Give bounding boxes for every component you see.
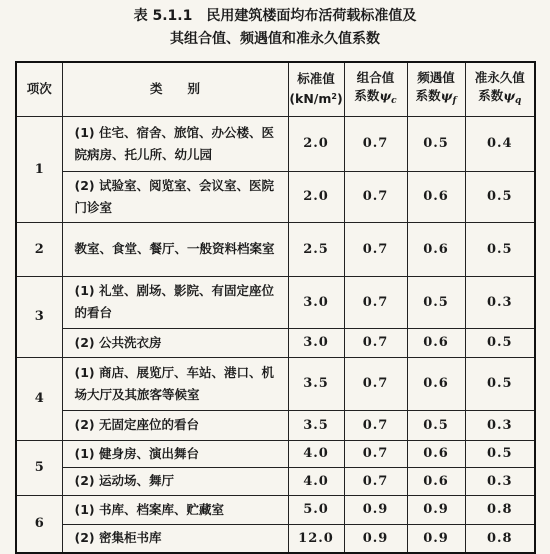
row-standard: 3.0 <box>288 328 344 357</box>
row-combination: 0.7 <box>344 328 407 357</box>
table-row <box>16 524 535 553</box>
header-standard: 标准值 $(kN/m^2)$ <box>288 62 344 116</box>
header-category: 类 别 <box>62 62 288 116</box>
row-quasi: 0.8 <box>465 524 535 553</box>
row-frequent: 0.6 <box>407 467 465 495</box>
table-title-line1 <box>0 6 550 27</box>
row-category: (1) 健身房、演出舞台 <box>62 440 288 467</box>
row-quasi: 0.3 <box>465 467 535 495</box>
row-category: (1) 礼堂、剧场、影院、有固定座位的看台 <box>62 276 288 328</box>
row-category: 教室、食堂、餐厅、一般资料档案室 <box>62 222 288 276</box>
row-category: (1) 商店、展览厅、车站、港口、机场大厅及其旅客等候室 <box>62 357 288 410</box>
table-row <box>16 467 535 495</box>
row-frequent: 0.9 <box>407 524 465 553</box>
table-row <box>16 116 535 171</box>
row-frequent: 0.6 <box>407 222 465 276</box>
row-category: (1) 住宅、宿舍、旅馆、办公楼、医院病房、托儿所、幼儿园 <box>62 116 288 171</box>
row-combination: 0.7 <box>344 171 407 222</box>
row-frequent: 0.9 <box>407 495 465 524</box>
row-category: (1) 书库、档案库、贮藏室 <box>62 495 288 524</box>
row-frequent: 0.5 <box>407 276 465 328</box>
row-standard: 5.0 <box>288 495 344 524</box>
table-row <box>16 328 535 357</box>
row-category: (2) 密集柜书库 <box>62 524 288 553</box>
row-index: 4 <box>16 357 62 440</box>
row-quasi: 0.5 <box>465 328 535 357</box>
header-quasi: 准永久值 系数$\psi_q$ <box>465 62 535 116</box>
row-combination: 0.7 <box>344 116 407 171</box>
row-standard: 4.0 <box>288 440 344 467</box>
header-row <box>16 62 535 116</box>
table-row <box>16 171 535 222</box>
row-category: (2) 运动场、舞厅 <box>62 467 288 495</box>
row-index: 5 <box>16 440 62 495</box>
row-standard: 2.0 <box>288 171 344 222</box>
row-frequent: 0.6 <box>407 357 465 410</box>
header-frequent: 频遇值 系数$\psi_f$ <box>407 62 465 116</box>
row-index: 1 <box>16 116 62 222</box>
row-index: 3 <box>16 276 62 357</box>
row-quasi: 0.5 <box>465 440 535 467</box>
row-index: 2 <box>16 222 62 276</box>
row-quasi: 0.8 <box>465 495 535 524</box>
row-quasi: 0.3 <box>465 410 535 440</box>
table-row <box>16 495 535 524</box>
row-combination: 0.7 <box>344 467 407 495</box>
table-title-line2: 其组合值、频遇值和准永久值系数 <box>170 31 380 47</box>
row-frequent: 0.6 <box>407 328 465 357</box>
row-standard: 3.0 <box>288 276 344 328</box>
row-combination: 0.9 <box>344 495 407 524</box>
row-combination: 0.9 <box>344 524 407 553</box>
row-combination: 0.7 <box>344 357 407 410</box>
row-combination: 0.7 <box>344 276 407 328</box>
row-standard: 4.0 <box>288 467 344 495</box>
row-quasi: 0.5 <box>465 222 535 276</box>
table-row <box>16 440 535 467</box>
row-combination: 0.7 <box>344 440 407 467</box>
row-category: (2) 试验室、阅览室、会议室、医院门诊室 <box>62 171 288 222</box>
row-combination: 0.7 <box>344 410 407 440</box>
row-combination: 0.7 <box>344 222 407 276</box>
table-row <box>16 222 535 276</box>
table-row <box>16 276 535 328</box>
row-category: (2) 无固定座位的看台 <box>62 410 288 440</box>
row-standard: 2.0 <box>288 116 344 171</box>
table-row <box>16 410 535 440</box>
row-standard: 12.0 <box>288 524 344 553</box>
row-category: (2) 公共洗衣房 <box>62 328 288 357</box>
row-frequent: 0.5 <box>407 410 465 440</box>
row-quasi: 0.5 <box>465 357 535 410</box>
row-standard: 2.5 <box>288 222 344 276</box>
row-standard: 3.5 <box>288 410 344 440</box>
row-quasi: 0.3 <box>465 276 535 328</box>
header-index: 项次 <box>16 62 62 116</box>
row-quasi: 0.5 <box>465 171 535 222</box>
row-frequent: 0.6 <box>407 440 465 467</box>
row-standard: 3.5 <box>288 357 344 410</box>
header-combination: 组合值 系数$\psi_c$ <box>344 62 407 116</box>
table-row <box>16 357 535 410</box>
load-table <box>15 61 536 554</box>
table-number: 表 5.1.1 <box>133 8 193 24</box>
row-frequent: 0.6 <box>407 171 465 222</box>
table-title-text: 民用建筑楼面均布活荷载标准值及 <box>206 8 417 24</box>
row-frequent: 0.5 <box>407 116 465 171</box>
row-index: 6 <box>16 495 62 553</box>
row-quasi: 0.4 <box>465 116 535 171</box>
